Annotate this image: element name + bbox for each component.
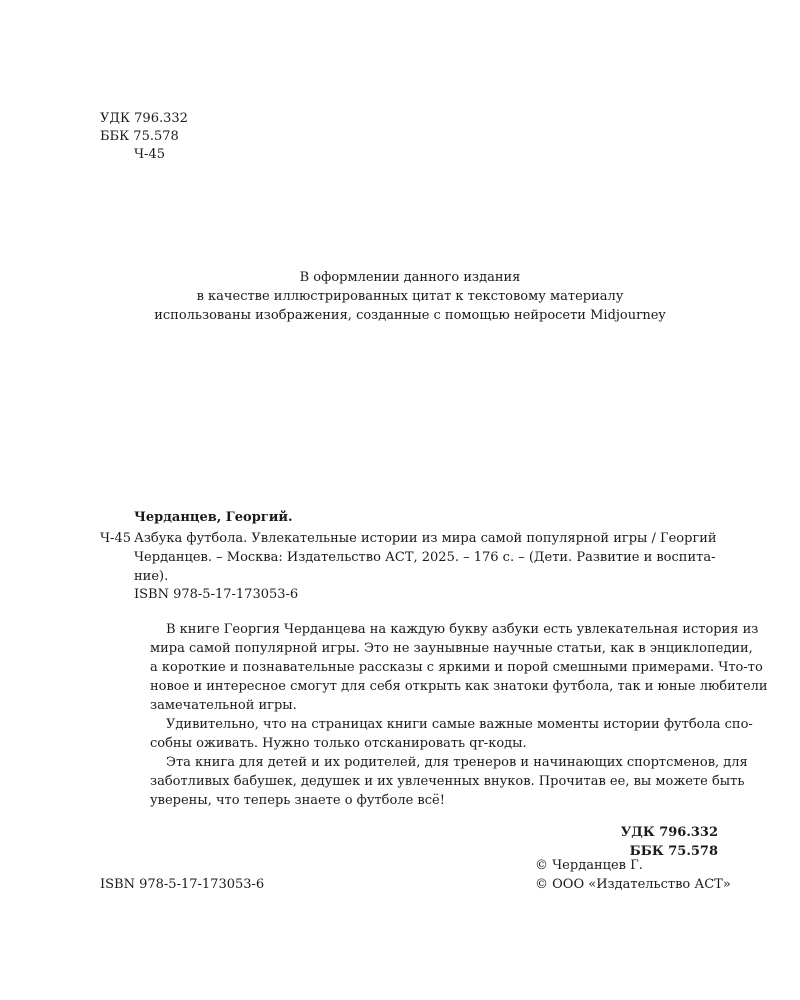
note-line: В оформлении данного издания (299, 270, 521, 285)
classification-top (100, 110, 188, 164)
annotation-line: замечательной игры. (150, 698, 297, 713)
annotation-paragraph (134, 620, 768, 715)
author-mark: Ч-45 (134, 147, 165, 162)
copyright-publisher: © ООО «Издательство АСТ» (535, 877, 731, 892)
annotation-line: а короткие и познавательные рассказы с яркими и порой смешными примерами. Что-то (150, 660, 763, 675)
note-line: использованы изображения, созданные с помощью нейросети Midjourney (154, 308, 666, 323)
record-line: Азбука футбола. Увлекательные истории из мира самой популярной игры / Георгий (134, 531, 717, 546)
annotation-line: новое и интересное смогут для себя открыть как знатоки футбола, так и юные любители (150, 679, 768, 694)
annotation (134, 620, 768, 810)
record-body (134, 529, 720, 586)
record-line: Черданцев. – Москва: Издательство АСТ, 2025. – 176 с. – (Дети. Развитие и воспита- (134, 550, 716, 565)
illustration-note (0, 268, 800, 325)
bbk-code: ББК 75.578 (100, 129, 179, 144)
author-heading: Черданцев, Георгий. (134, 510, 293, 525)
record-mark: Ч-45 (100, 531, 131, 546)
annotation-paragraph (134, 753, 748, 810)
annotation-line: собны оживать. Нужно только отсканировать qr-коды. (150, 736, 527, 751)
bibliographic-record (100, 508, 720, 586)
annotation-paragraph (134, 715, 753, 753)
annotation-line: Удивительно, что на страницах книги самые важные моменты истории футбола спо- (166, 717, 753, 732)
record-line: ние). (134, 569, 169, 584)
bbk-code-bottom: ББК 75.578 (629, 844, 718, 859)
annotation-line: уверены, что теперь знаете о футболе всё! (150, 793, 445, 808)
record-entry (100, 529, 720, 586)
record-isbn: ISBN 978-5-17-173053-6 (134, 587, 299, 602)
annotation-line: мира самой популярной игры. Это не заунывные научные статьи, как в энциклопедии, (150, 641, 753, 656)
isbn-footer: ISBN 978-5-17-173053-6 (100, 877, 265, 892)
annotation-line: заботливых бабушек, дедушек и их увлеченных внуков. Прочитав ее, вы можете быть (150, 774, 745, 789)
udk-code-bottom: УДК 796.332 (620, 825, 718, 840)
annotation-line: В книге Георгия Черданцева на каждую букву азбуки есть увлекательная история из (166, 622, 759, 637)
copyright-block (535, 856, 731, 894)
udk-code: УДК 796.332 (100, 111, 188, 126)
note-line: в качестве иллюстрированных цитат к текстовому материалу (196, 289, 624, 304)
copyright-author: © Черданцев Г. (535, 858, 643, 873)
annotation-line: Эта книга для детей и их родителей, для тренеров и начинающих спортсменов, для (166, 755, 748, 770)
